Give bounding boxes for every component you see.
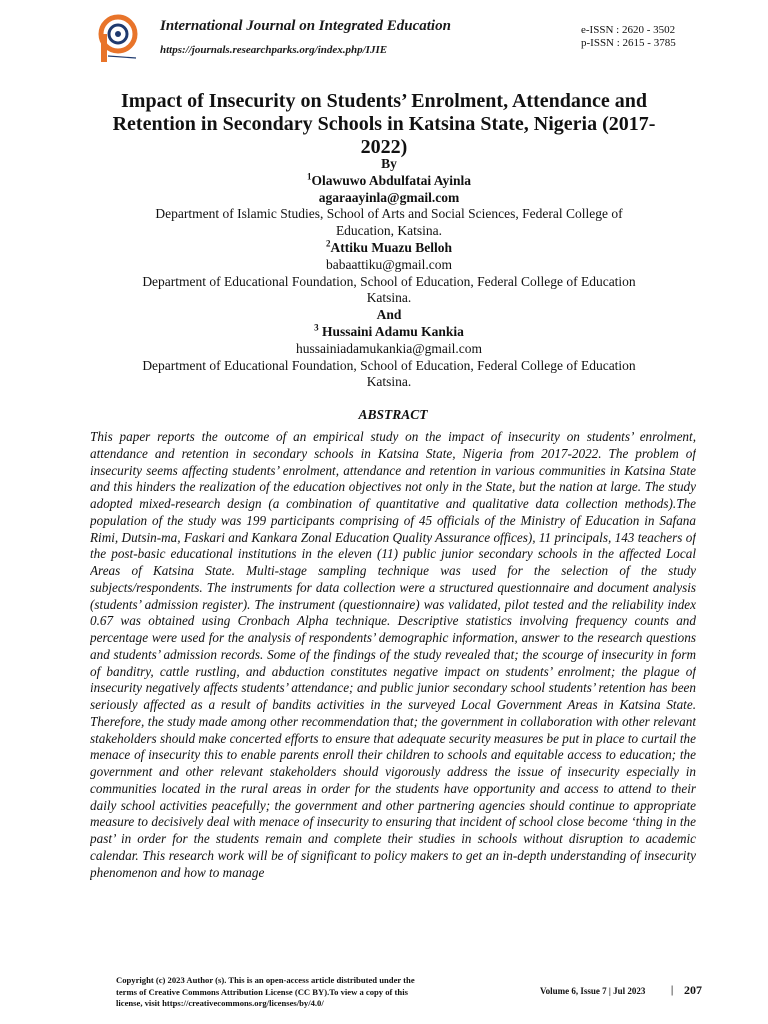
volume-issue: Volume 6, Issue 7 | Jul 2023 [540,986,646,996]
footer-separator: | [671,985,674,996]
author-3-dept-line-1: Department of Educational Foundation, School of Education, Federal College of Education [142,357,636,373]
copyright-line-1: Copyright (c) 2023 Author (s). This is an open-access article distributed under the [116,975,415,985]
by-label: By [381,156,397,171]
journal-logo [96,14,142,66]
author-3-email[interactable]: hussainiadamukankia@gmail.com [295,340,482,356]
eissn: e-ISSN : 2620 - 3502 [581,24,676,36]
author-1-name: $^1$Olawuwo Abdulfatai Ayinla [306,171,472,188]
research-parks-logo-icon [96,14,142,66]
journal-title: International Journal on Integrated Education [160,18,451,34]
author-1-email[interactable]: agaraayinla@gmail.com [318,189,460,205]
page-number: 207 [684,983,702,997]
author-3-name: $^3$ Hussaini Adamu Kankia [314,322,464,339]
copyright-notice [116,975,484,1010]
title-line-2: Retention in Secondary Schools in Katsina State, Nigeria (2017- [112,113,656,135]
abstract-body: This paper reports the outcome of an empirical study on the impact of insecurity on students’ enrolment, attendance and retention in secondary schools in Katsina State, Nigeria from 2017-2022. The problem of insecurity seems affecting students’ enrolment, attendance and retention in various communities in Katsina State and this hinders the realization of the education objectives not only in the State, but the nation at large. The study adopted mixed-research design (a combination of quantitative and qualitative data collection methods).The population of the study was 199 participants comprising of 45 officials of the Ministry of Education in Safana Rimi, Dutsin-ma, Faskari and Kankara Zonal Education Quality Assurance offices), 11 principals, 143 teachers of the post-basic educational institutions in the eleven (11) public junior secondary schools in the affected Local Areas of Katsina State. Multi-stage sampling technique was used for the selection of the study subjects/respondents. The instruments for data collection were a structured questionnaire and document analysis (students’ admission register). The instrument (questionnaire) was validated, pilot tested and the reliability index 0.67 was obtained using Cronbach Alpha technique. Descriptive statistics involving frequency counts and percentage were used for the analysis of respondents’ demographic information, answer to the research questions and students’ admission records. Some of the findings of the study revealed that; the scourge of insecurity in form of banditry, cattle rustling, and abduction constitutes negative impact on students’ enrolment; the plague of insecurity negatively affects students’ attendance; and public junior secondary school students’ retention has been seriously affected as a result of bandits activities in the surveyed Local Government Areas in Katsina State. Therefore, the study made among other recommendation that; the government in collaboration with other relevant stakeholders should make concerted efforts to ensure that adequate security measures be put in place to curtail the menace of insecurity this to enable parents enroll their children to schools and equitable access to education; the government and other relevant stakeholders should vigorously address the issue of insecurity especially in communities located in the rural areas in order for the students have opportunity and access to attend to their daily school activities peacefully; the government and other partnering agencies should continue to appropriate measure to decisively deal with menace of insecurity to ensuring that incident of school close become ‘thing in the past’ in order for the students remain and complete their studies in schools without disruption to academic calendar. This research work will be of significant to policy makers to get an in-depth understanding of insecurity phenomenon and how to manage [90,429,696,880]
and-label: And [376,307,402,323]
title-line-3: 2022) [360,136,408,158]
author-1-dept-line-1: Department of Islamic Studies, School of Arts and Social Sciences, Federal College of [155,206,623,222]
author-2-dept-line-1: Department of Educational Foundation, School of Education, Federal College of Education [142,273,636,289]
author-1-dept-line-2: Education, Katsina. [335,223,443,239]
copyright-line-3[interactable]: license, visit https://creativecommons.org/licenses/by/4.0/ [116,998,324,1008]
issn-block [581,24,676,50]
copyright-line-2: terms of Creative Commons Attribution License (CC BY).To view a copy of this [116,986,408,997]
paper-title [95,90,673,159]
title-line-1: Impact of Insecurity on Students’ Enrolment, Attendance and [121,90,647,112]
author-2-dept-line-2: Katsina. [366,290,412,306]
author-2-email[interactable]: babaattiku@gmail.com [325,256,453,272]
author-3-dept-line-2: Katsina. [366,374,412,390]
abstract-heading: ABSTRACT [358,407,428,422]
author-block [100,156,678,391]
author-2-name: $^2$Attiku Muazu Belloh [325,238,452,255]
journal-url-link[interactable]: https://journals.researchparks.org/index.php/IJIE [160,44,388,56]
pissn: p-ISSN : 2615 - 3785 [581,37,676,49]
